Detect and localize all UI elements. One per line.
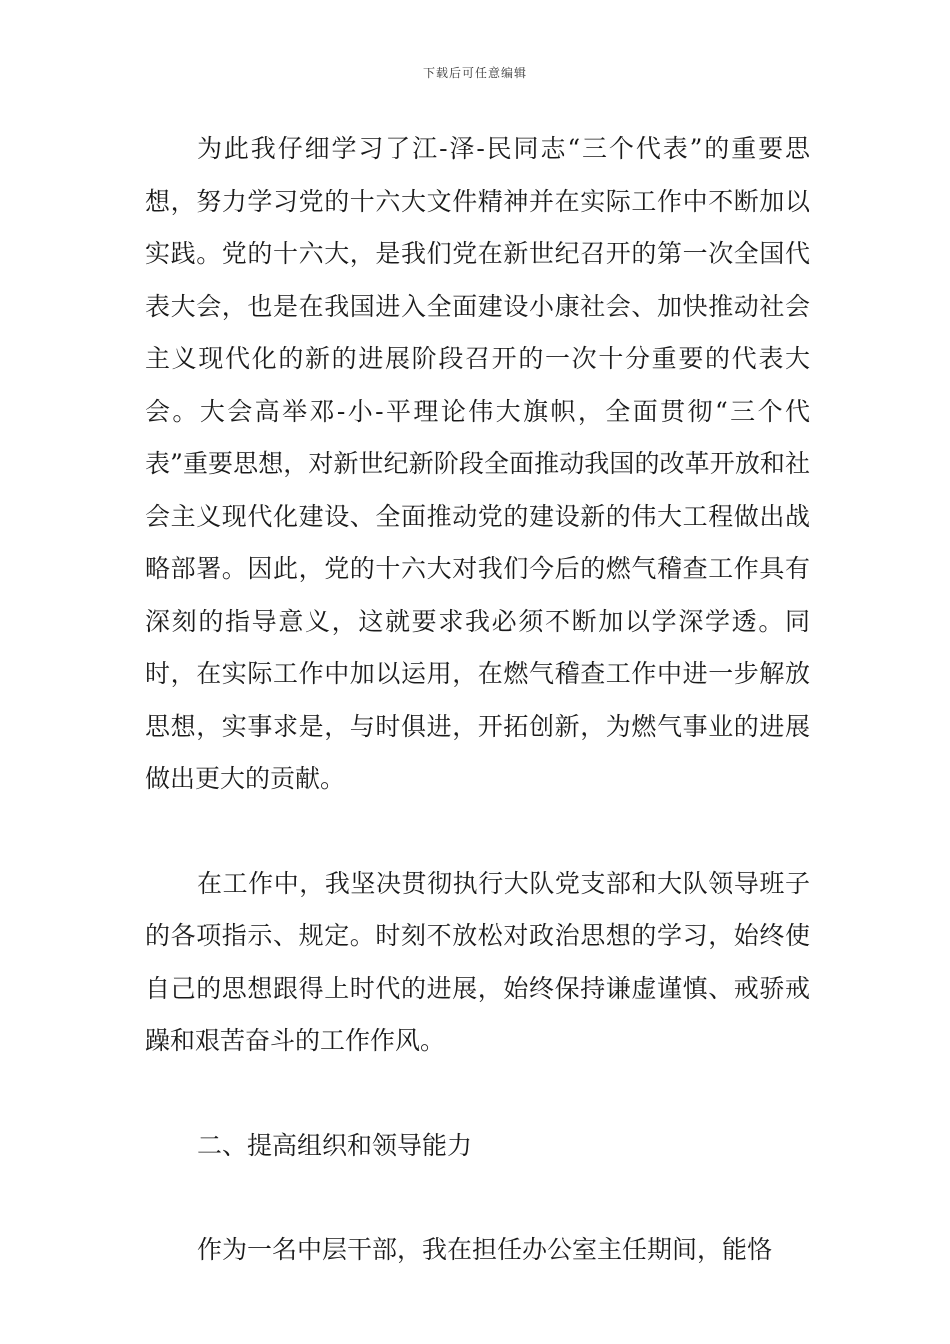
paragraph-cadre: 作为一名中层干部，我在担任办公室主任期间，能恪: [197, 1235, 773, 1264]
section-heading: 二、提高组织和领导能力: [197, 1130, 473, 1160]
paragraph-work: 在工作中，我坚决贯彻执行大队党支部和大队领导班子的各项指示、规定。时刻不放松对政治思想的学习，始终使自己的思想跟得上时代的进展，始终保持谦虚谨慎、戒骄戒躁和艰苦奋斗的工作作风。: [145, 868, 810, 1055]
header-note: 下载后可任意编辑: [422, 66, 527, 80]
paragraph-study: 为此我仔细学习了江-泽-民同志“三个代表”的重要思想，努力学习党的十六大文件精神并在实际工作中不断加以实践。党的十六大，是我们党在新世纪召开的第一次全国代表大会，也是在我国进入全面建设小康社会、加快推动社会主义现代化的新的进展阶段召开的一次十分重要的代表大会。大会高举邓-小-平理论伟大旗帜，全面贯彻“三个代表”重要思想，对新世纪新阶段全面推动我国的改革开放和社会主义现代化建设、全面推动党的建设新的伟大工程做出战略部署。因此，党的十六大对我们今后的燃气稽查工作具有深刻的指导意义，这就要求我必须不断加以学深学透。同时，在实际工作中加以运用，在燃气稽查工作中进一步解放思想，实事求是，与时俱进，开拓创新，为燃气事业的进展做出更大的贡献。: [145, 134, 810, 793]
paragraph-gap: [145, 806, 810, 858]
paragraph-gap: [145, 1068, 810, 1120]
paragraph-gap: [145, 1172, 810, 1224]
document-body: [145, 123, 810, 1277]
